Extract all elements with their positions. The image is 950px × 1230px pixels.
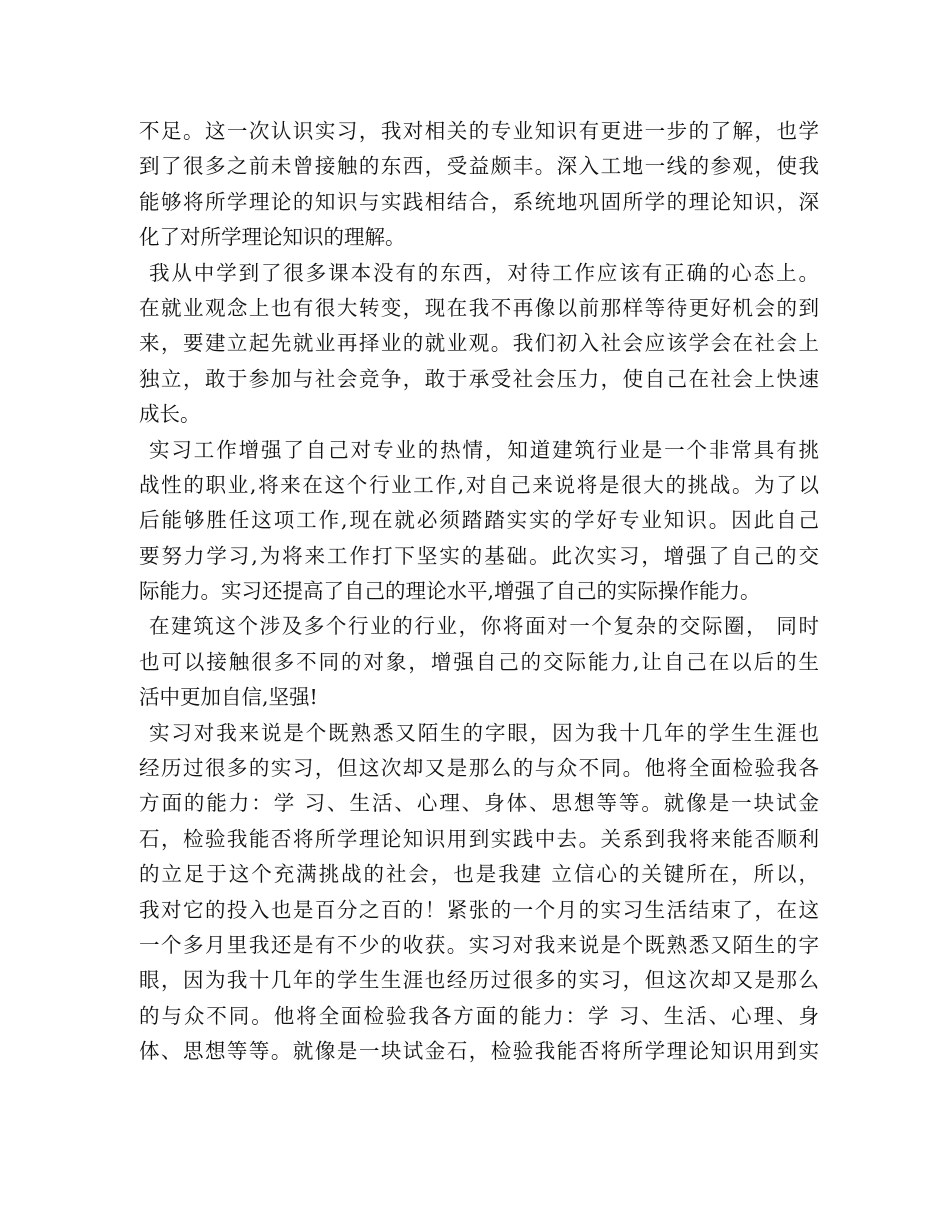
text-line: 不足。这一次认识实习，我对相关的专业知识有更进一步的了解，也学 — [139, 119, 819, 143]
text-line: 来，要建立起先就业再择业的就业观。我们初入社会应该学会在社会上 — [139, 331, 819, 356]
paragraph — [139, 256, 819, 433]
text-line: 经历过很多的实习，但这次却又是那么的与众不同。他将全面检验我各 — [139, 756, 819, 781]
text-line: 实习对我来说是个既熟悉又陌生的字眼，因为我十几年的学生生涯也 — [149, 720, 819, 745]
paragraph — [139, 114, 819, 256]
text-line: 也可以接触很多不同的对象，增强自己的交际能力,让自己在以后的生 — [139, 649, 819, 674]
text-line: 体、思想等等。就像是一块试金石，检验我能否将所学理论知识用到实 — [139, 1039, 819, 1064]
text-line: 独立，敢于参加与社会竞争，敢于承受社会压力，使自己在社会上快速 — [139, 366, 819, 391]
text-line: 石，检验我能否将所学理论知识用到实践中去。关系到我将来能否顺利 — [139, 826, 819, 851]
paragraph — [139, 716, 819, 1070]
text-line: 际能力。实习还提高了自己的理论水平,增强了自己的实际操作能力。 — [139, 579, 761, 604]
text-line: 的立足于这个充满挑战的社会，也是我建 立信心的关键所在，所以， — [139, 862, 819, 887]
text-line: 活中更加自信,坚强! — [139, 685, 318, 710]
text-line: 眼，因为我十几年的学生生涯也经历过很多的实习，但这次却又是那么 — [139, 968, 819, 993]
text-line: 战性的职业,将来在这个行业工作,对自己来说将是很大的挑战。为了以 — [139, 472, 819, 497]
text-line: 到了很多之前未曾接触的东西，受益颇丰。深入工地一线的参观，使我 — [139, 154, 819, 179]
text-line: 在建筑这个涉及多个行业的行业，你将面对一个复杂的交际圈， 同时 — [149, 614, 819, 639]
text-line: 我对它的投入也是百分之百的！紧张的一个月的实习生活结束了，在这 — [139, 897, 819, 922]
paragraph — [139, 609, 819, 715]
text-line: 化了对所学理论知识的理解。 — [139, 225, 406, 250]
text-line: 方面的能力：学 习、生活、心理、身体、思想等等。就像是一块试金 — [139, 791, 819, 816]
text-line: 实习工作增强了自己对专业的热情，知道建筑行业是一个非常具有挑 — [149, 437, 819, 462]
text-line: 能够将所学理论的知识与实践相结合，系统地巩固所学的理论知识，深 — [139, 189, 819, 214]
text-line: 的与众不同。他将全面检验我各方面的能力：学 习、生活、心理、身 — [139, 1003, 819, 1028]
text-line: 后能够胜任这项工作,现在就必须踏踏实实的学好专业知识。因此自己 — [139, 508, 819, 533]
body-text — [139, 114, 819, 1070]
text-line: 在就业观念上也有很大转变，现在我不再像以前那样等待更好机会的到 — [139, 295, 819, 320]
text-line: 我从中学到了很多课本没有的东西，对待工作应该有正确的心态上。 — [149, 260, 819, 285]
text-line: 要努力学习,为将来工作打下坚实的基础。此次实习，增强了自己的交 — [139, 543, 819, 568]
text-line: 一个多月里我还是有不少的收获。实习对我来说是个既熟悉又陌生的字 — [139, 932, 819, 957]
text-line: 成长。 — [139, 402, 201, 427]
paragraph — [139, 433, 819, 610]
